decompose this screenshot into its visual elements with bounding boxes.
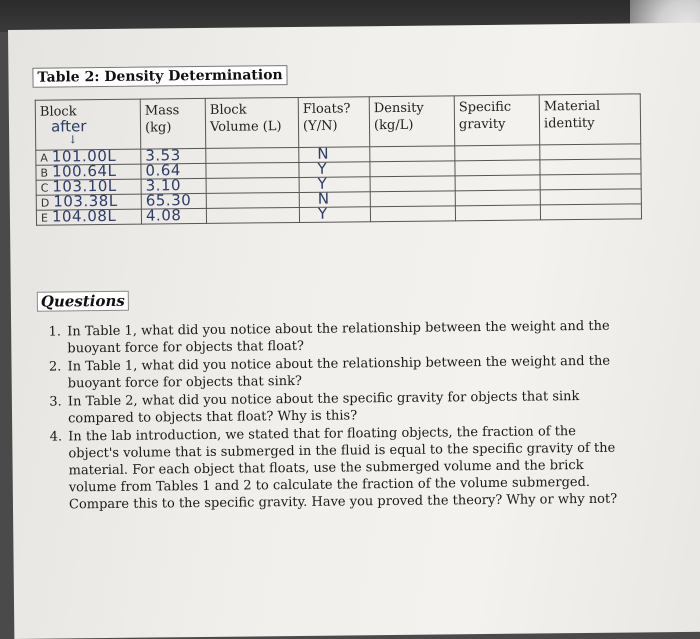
header-volume: Block Volume (L) <box>205 97 299 148</box>
table-title: Table 2: Density Determination <box>32 65 287 88</box>
handwritten-mass: 4.08 <box>145 206 182 225</box>
cell-specific-gravity <box>455 160 540 176</box>
cell-floats <box>299 204 370 223</box>
header-mass: Mass (kg) <box>140 98 206 149</box>
header-density: Density (kg/L) <box>369 96 455 147</box>
row-label: A <box>40 151 48 165</box>
worksheet-page <box>8 23 700 639</box>
handwritten-floats: Y <box>317 174 328 193</box>
cell-volume <box>206 177 299 193</box>
handwritten-mass: 3.10 <box>145 176 182 195</box>
cell-material <box>540 159 641 175</box>
cell-specific-gravity <box>455 190 540 206</box>
row-label: E <box>40 211 48 225</box>
table-header-row <box>35 94 640 150</box>
cell-specific-gravity <box>455 175 540 191</box>
questions-list <box>41 318 627 515</box>
cell-density <box>370 161 455 177</box>
question-item: 4. In the lab introduction, we stated that for floating objects, the fraction of the object's volume that is submerged in the fluid is equal to the specific gravity of the material. For each object that floats, use the submerged volume and the brick volume from Tables 1 and 2 to calculate the fraction of the volume submerged. Compare this to the specific gravity. Have you proved the theory? Why or why not? <box>66 423 627 514</box>
cell-block <box>36 206 141 226</box>
row-label: B <box>40 166 49 180</box>
density-table <box>35 93 642 225</box>
handwritten-block: 103.38L <box>53 191 118 211</box>
cell-material <box>540 144 641 160</box>
handwritten-after-note: after <box>50 117 87 136</box>
question-item: 3. In Table 2, what did you notice about the specific gravity for objects that sink compared to objects that float? Why is this? <box>66 388 626 428</box>
question-item: 2. In Table 1, what did you notice about the relationship between the weight and the buoyant force for objects that sink? <box>65 353 625 393</box>
cell-volume <box>206 207 299 223</box>
handwritten-floats: N <box>317 189 330 208</box>
cell-material <box>540 189 641 205</box>
cell-density <box>370 176 455 192</box>
header-block: Block <box>35 99 141 150</box>
questions-title: Questions <box>37 291 129 312</box>
handwritten-floats: Y <box>317 204 328 223</box>
handwritten-block: 101.00L <box>51 146 117 166</box>
cell-material <box>540 204 641 220</box>
cell-specific-gravity <box>455 145 540 161</box>
handwritten-floats: N <box>317 144 330 163</box>
cell-density <box>370 206 455 222</box>
cell-density <box>370 146 455 162</box>
header-specific-gravity: Specific gravity <box>454 95 540 146</box>
header-floats: Floats? (Y/N) <box>298 97 370 148</box>
handwritten-mass: 0.64 <box>145 161 181 180</box>
row-label: C <box>40 181 49 195</box>
cell-specific-gravity <box>455 205 540 221</box>
row-label: D <box>40 196 50 210</box>
down-arrow-icon: ↓ <box>68 133 78 147</box>
handwritten-block: 100.64L <box>51 161 117 181</box>
handwritten-block: 104.08L <box>51 206 117 226</box>
handwritten-floats: Y <box>317 159 328 178</box>
cell-mass <box>141 208 206 224</box>
question-item: 1. In Table 1, what did you notice about the relationship between the weight and the buoyant force for objects that float? <box>65 318 625 358</box>
header-material-identity: Material identity <box>539 94 641 145</box>
handwritten-block: 103.10L <box>52 176 117 196</box>
cell-volume <box>206 147 299 163</box>
cell-material <box>540 174 641 190</box>
cell-density <box>370 191 455 207</box>
cell-volume <box>206 192 299 208</box>
handwritten-mass: 3.53 <box>145 146 181 165</box>
handwritten-mass: 65.30 <box>145 191 192 210</box>
cell-volume <box>206 162 299 178</box>
